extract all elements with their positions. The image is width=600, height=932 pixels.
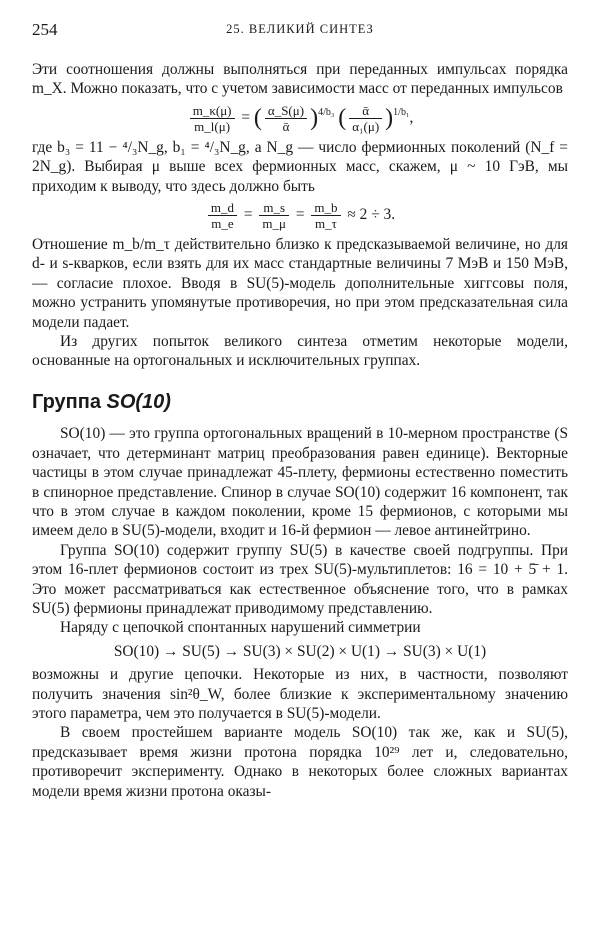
paragraph: Группа SO(10) содержит группу SU(5) в качестве своей подгруппы. При этом 16-плет фермионов состоит из трех SU(5)-мультиплетов: 16 = 10 + 5̄ + 1. Это может рассматриваться как естественное объяснение того, что в рамках SU(5) фермионы принадлежат приводимому представлению. (32, 541, 568, 617)
fraction: $\frac{m\_d}{m\_e}$ (208, 200, 237, 231)
paragraph: SO(10) — это группа ортогональных вращений в 10-мерном пространстве (S означает, что детерминант матриц преобразования равен единице). Векторные частицы в этом случае принадлежат 45-плету, фермионы естественно поместить в спинорное представление. Спинор в случае SO(10) содержит 16 компонент, так что в этом случае в каждом поколении, кроме 15 фермионов, с которыми мы имеем дело в SU(5)-модели, входит и 16-й фермион — левое антинейтрино. (32, 425, 568, 540)
mass-ratio-formula: $\frac{m\_\kappa(\mu)}{m\_l(\mu)}$ = ( $\frac{\alpha\_S(\mu)}{\text{ᾱ}}$ )$^{4/b_3}$ ( $\frac{\text{ᾱ}}{\text{α₁(μ)}}$ )$^{1/b_1}$, (32, 103, 568, 134)
paragraph: Из других попыток великого синтеза отметим некоторые модели, основанные на ортогональных и исключительных группах. (32, 333, 568, 370)
section-title: Группа SO(10) (32, 390, 171, 413)
paragraph: Наряду с цепочкой спонтанных нарушений симметрии (60, 619, 421, 637)
paragraph: Эти соотношения должны выполняться при переданных импульсах порядка m_X. Можно показать, что с учетом зависимости масс от переданных импульсов (32, 61, 568, 98)
paragraph: В своем простейшем варианте модель SO(10) так же, как и SU(5), предсказывает время жизни протона порядка 10²⁹ лет и, следовательно, противоречит эксперименту. Однако в некоторых более сложных вариантах модели время жизни протона оказы- (32, 724, 568, 800)
fraction: $\frac{m\_b}{m\_\tau}$ (311, 200, 340, 231)
page-header (32, 20, 568, 46)
paragraph: где b₃ = 11 − ⁴/₃N_g, b₁ = ⁴/₃N_g, а N_g — число фермионных поколений (N_f = 2N_g). Выбирая μ выше всех фермионных масс, скажем, μ ~ 10 ГэВ, мы приходим к выводу, что здесь должно быть (32, 138, 568, 195)
fraction: $\frac{\text{ᾱ}}{\text{α₁(μ)}}$ (349, 103, 382, 134)
mass-equality-formula: $\frac{m\_d}{m\_e}$ = $\frac{m\_s}{m\_\mu}$ = $\frac{m\_b}{m\_\tau}$ ≈ 2 ÷ 3. (32, 200, 568, 231)
fraction: $\frac{m\_s}{m\_\mu}$ (259, 200, 289, 231)
fraction: $\frac{\alpha\_S(\mu)}{\text{ᾱ}}$ (265, 103, 307, 134)
paragraph: Отношение m_b/m_τ действительно близко к предсказываемой величине, но для d- и s-кварков, если взять для их масс стандартные величины 7 МэВ и 150 МэВ, — согласие плохое. Вводя в SU(5)-модель дополнительные хиггсовы поля, можно устранить упомянутые противоречия, но при этом предсказательная сила модели падает. (32, 236, 568, 331)
page-number: 254 (32, 20, 58, 39)
symmetry-breaking-chain: SO(10) → SU(5) → SU(3) × SU(2) × U(1) → SU(3) × U(1) (113, 642, 487, 660)
page-body (32, 60, 568, 801)
running-head: 25. ВЕЛИКИЙ СИНТЕЗ (226, 22, 374, 36)
fraction: $\frac{m\_\kappa(\mu)}{m\_l(\mu)}$ (190, 103, 235, 134)
paragraph: возможны и другие цепочки. Некоторые из них, в частности, позволяют получить значения sin²θ_W, более близкие к экспериментальному значению этого параметра, чем это получается в SU(5)-модели. (32, 666, 568, 722)
